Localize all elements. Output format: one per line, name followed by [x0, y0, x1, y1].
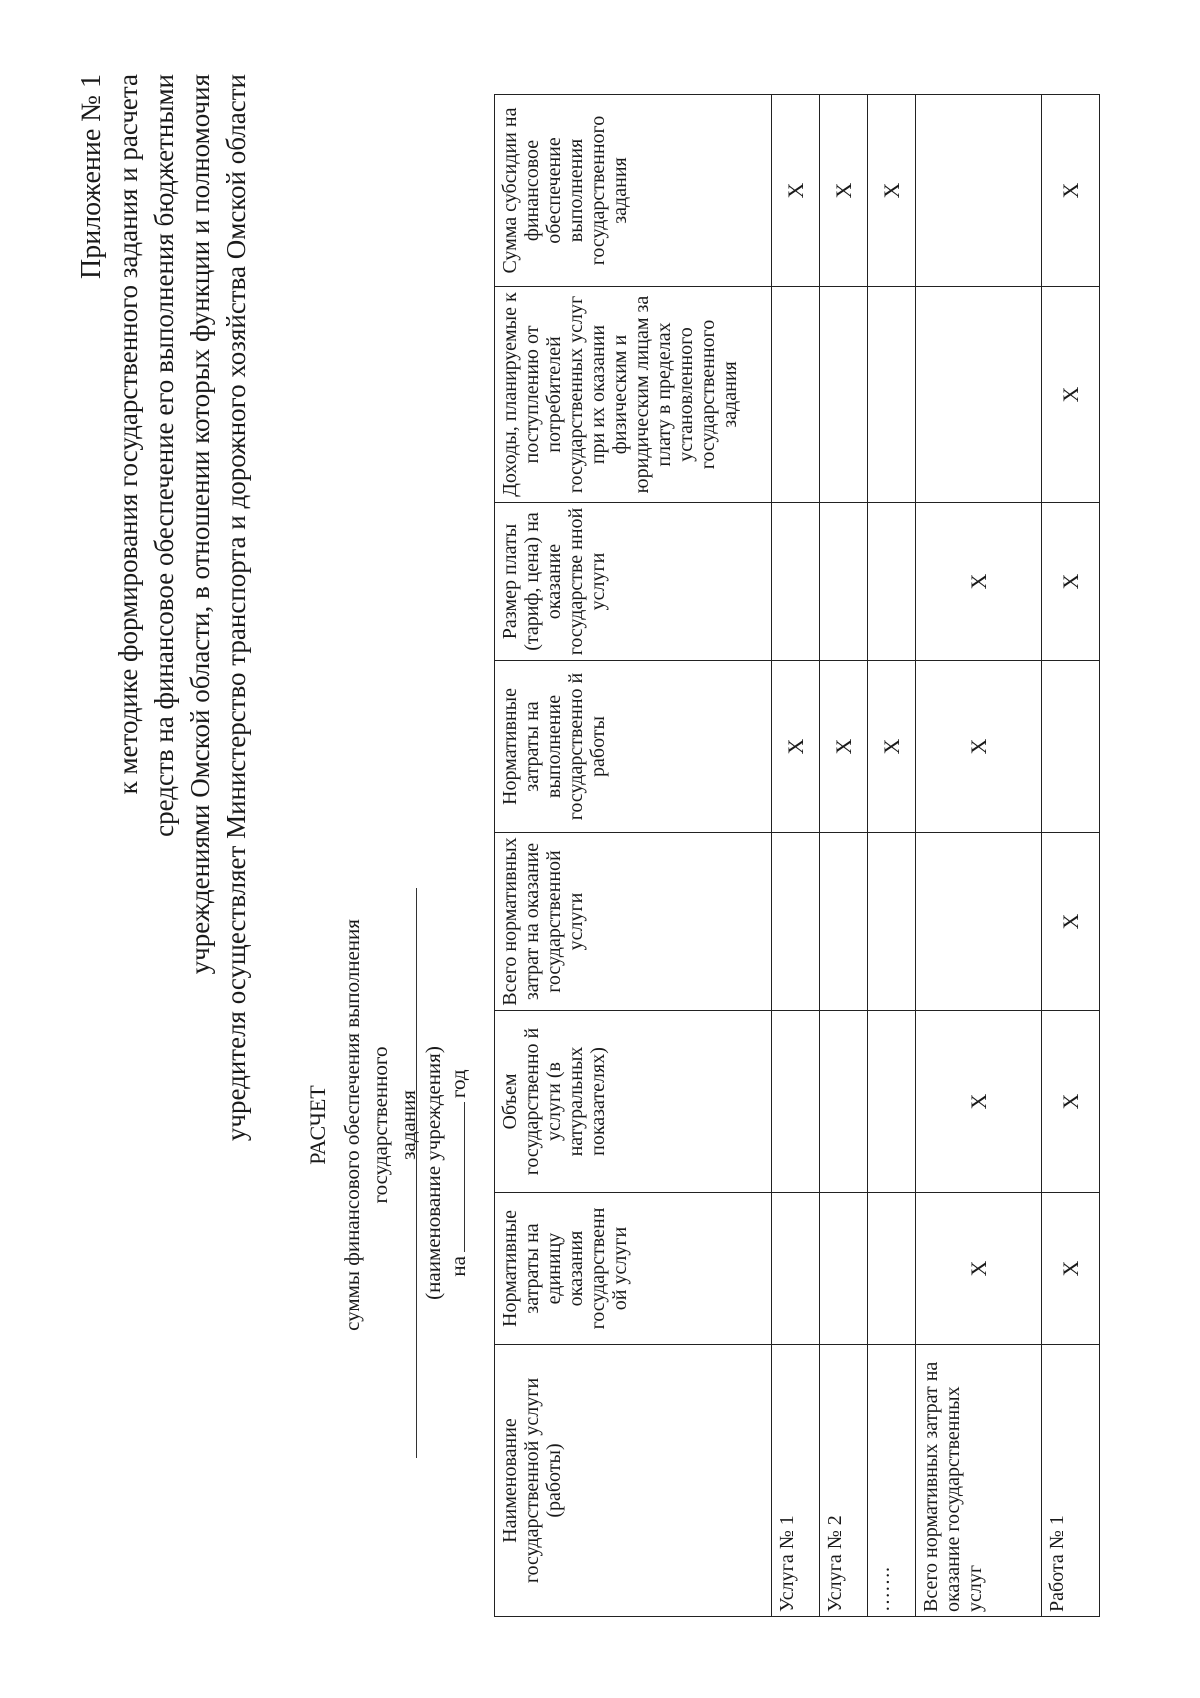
- table-cell: [820, 1193, 868, 1345]
- year-blank: [464, 1102, 465, 1252]
- row-name: …….: [868, 1345, 916, 1617]
- table-row: [916, 95, 1042, 1617]
- table-cell: X: [868, 95, 916, 287]
- column-header: Сумма субсидии на финансовое обеспечение выполнения государственного задания: [495, 95, 772, 287]
- table-row: [820, 95, 868, 1617]
- table-cell: X: [916, 1011, 1042, 1193]
- table-cell: X: [916, 503, 1042, 661]
- table-cell: X: [820, 95, 868, 287]
- table-cell: [1042, 661, 1100, 833]
- table-cell: [820, 1011, 868, 1193]
- table-cell: X: [1042, 1193, 1100, 1345]
- appendix-header: [74, 74, 254, 1474]
- header-line: средств на финансовое обеспечение его выполнения бюджетными: [149, 74, 179, 837]
- table-cell: X: [1042, 833, 1100, 1011]
- table-cell: X: [772, 95, 820, 287]
- table-row: [772, 95, 820, 1617]
- table-cell: X: [916, 1193, 1042, 1345]
- document-title: [304, 890, 422, 1360]
- table-cell: [868, 287, 916, 503]
- table-cell: [916, 287, 1042, 503]
- table-cell: [916, 95, 1042, 287]
- column-header: Нормативные затраты на выполнение государственно й работы: [495, 661, 772, 833]
- column-header: Наименование государственной услуги (работы): [495, 1345, 772, 1617]
- table-row: [1042, 95, 1100, 1617]
- table-cell: X: [1042, 95, 1100, 287]
- column-header: Объем государственно й услуги (в натуральных показателях): [495, 1011, 772, 1193]
- column-header: Доходы, планируемые к поступлению от потребителей государственных услуг при их оказании физическим и юридическим лицам за плату в пределах установленного государственного задания: [495, 287, 772, 503]
- header-line: учредителя осуществляет Министерство транспорта и дорожного хозяйства Омской области: [221, 74, 251, 1142]
- year-suffix: год: [446, 1069, 470, 1099]
- table-cell: [772, 287, 820, 503]
- table-cell: [820, 287, 868, 503]
- table-cell: [772, 833, 820, 1011]
- title-line: задания: [396, 1090, 420, 1160]
- table-header-row: [495, 95, 772, 1617]
- table-cell: [868, 1011, 916, 1193]
- table-cell: [772, 1193, 820, 1345]
- table-cell: X: [1042, 287, 1100, 503]
- title-calc: РАСЧЕТ: [305, 1085, 330, 1165]
- row-name: Всего нормативных затрат на оказание государственных услуг: [916, 1345, 1042, 1617]
- table-cell: [820, 503, 868, 661]
- table-cell: X: [916, 661, 1042, 833]
- row-name: Услуга № 1: [772, 1345, 820, 1617]
- table-cell: X: [868, 661, 916, 833]
- institution-caption: (наименование учреждения): [421, 1046, 445, 1300]
- year-prefix: на: [446, 1256, 470, 1277]
- table-cell: X: [820, 661, 868, 833]
- column-header: Всего нормативных затрат на оказание государственной услуги: [495, 833, 772, 1011]
- table-cell: X: [772, 661, 820, 833]
- table-cell: [772, 1011, 820, 1193]
- title-line: суммы финансового обеспечения выполнения государственного: [340, 919, 392, 1331]
- table-cell: [868, 503, 916, 661]
- calculation-table: [494, 94, 1100, 1617]
- appendix-number: Приложение № 1: [76, 74, 107, 279]
- table-cell: [868, 833, 916, 1011]
- table-cell: [820, 833, 868, 1011]
- institution-name-line: [416, 888, 417, 1458]
- table-row: [868, 95, 916, 1617]
- column-header: Нормативные затраты на единицу оказания государственн ой услуги: [495, 1193, 772, 1345]
- row-name: Работа № 1: [1042, 1345, 1100, 1617]
- row-name: Услуга № 2: [820, 1345, 868, 1617]
- year-line: [446, 888, 471, 1458]
- table-cell: [772, 503, 820, 661]
- table-cell: X: [1042, 503, 1100, 661]
- table-cell: [868, 1193, 916, 1345]
- header-line: к методике формирования государственного задания и расчета: [113, 74, 143, 795]
- column-header: Размер платы (тариф, цена) на оказание государстве нной услуги: [495, 503, 772, 661]
- header-line: учреждениями Омской области, в отношении которых функции и полномочия: [185, 74, 215, 975]
- table-cell: [916, 833, 1042, 1011]
- table-cell: X: [1042, 1011, 1100, 1193]
